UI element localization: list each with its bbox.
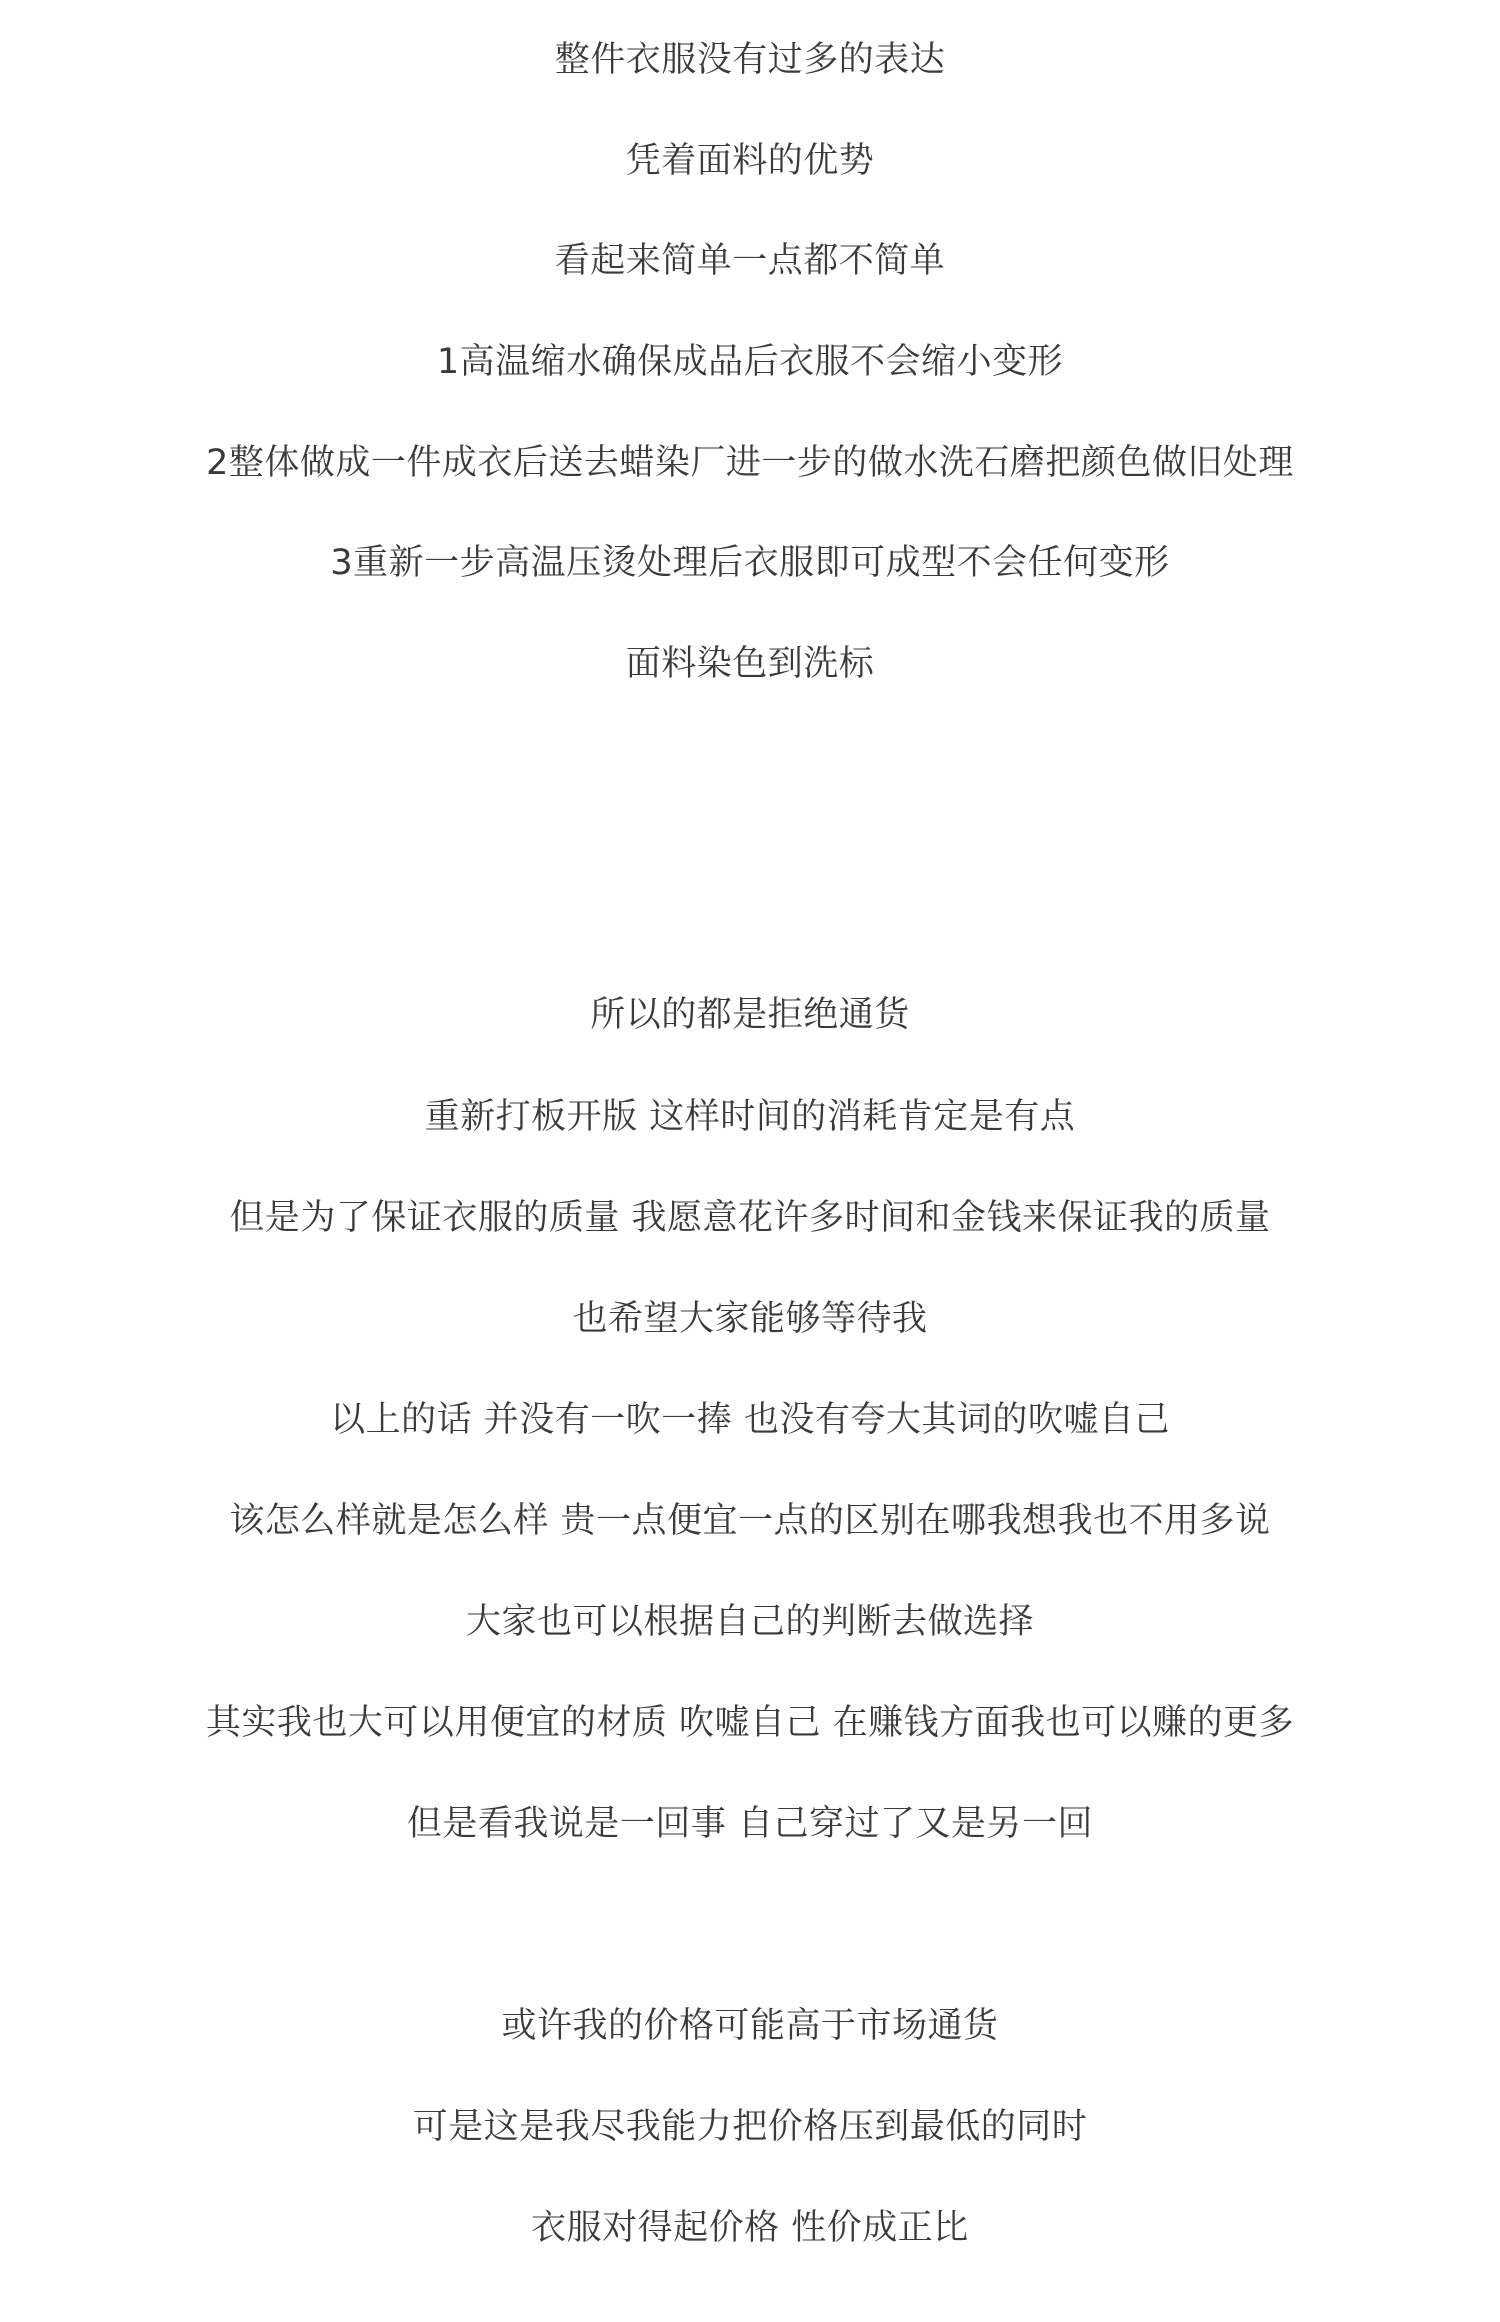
text-line: 所以的都是拒绝通货 bbox=[590, 995, 910, 1035]
text-line: 其实我也大可以用便宜的材质 吹嘘自己 在赚钱方面我也可以赚的更多 bbox=[205, 1703, 1295, 1743]
text-line: 或许我的价格可能高于市场通货 bbox=[501, 2006, 999, 2046]
text-line: 但是看我说是一回事 自己穿过了又是另一回 bbox=[406, 1804, 1094, 1844]
text-line: 可是这是我尽我能力把价格压到最低的同时 bbox=[412, 2107, 1088, 2147]
text-line: 但是为了保证衣服的质量 我愿意花许多时间和金钱来保证我的质量 bbox=[229, 1198, 1271, 1238]
text-line: 大家也可以根据自己的判断去做选择 bbox=[465, 1602, 1034, 1642]
text-line: 1高温缩水确保成品后衣服不会缩小变形 bbox=[436, 342, 1064, 382]
text-line: 该怎么样就是怎么样 贵一点便宜一点的区别在哪我想我也不用多说 bbox=[229, 1501, 1271, 1541]
text-line: 面料染色到洗标 bbox=[625, 644, 875, 684]
text-line: 以上的话 并没有一吹一捧 也没有夸大其词的吹嘘自己 bbox=[330, 1400, 1170, 1440]
text-line: 2整体做成一件成衣后送去蜡染厂进一步的做水洗石磨把颜色做旧处理 bbox=[206, 443, 1294, 483]
text-line: 整件衣服没有过多的表达 bbox=[554, 40, 946, 80]
text-line: 看起来简单一点都不简单 bbox=[554, 241, 946, 281]
text-line: 重新打板开版 这样时间的消耗肯定是有点 bbox=[424, 1097, 1076, 1137]
text-line: 衣服对得起价格 性价成正比 bbox=[531, 2208, 969, 2248]
text-line: 也希望大家能够等待我 bbox=[572, 1299, 928, 1339]
text-line: 凭着面料的优势 bbox=[625, 141, 875, 181]
text-line: 3重新一步高温压烫处理后衣服即可成型不会任何变形 bbox=[330, 543, 1170, 583]
